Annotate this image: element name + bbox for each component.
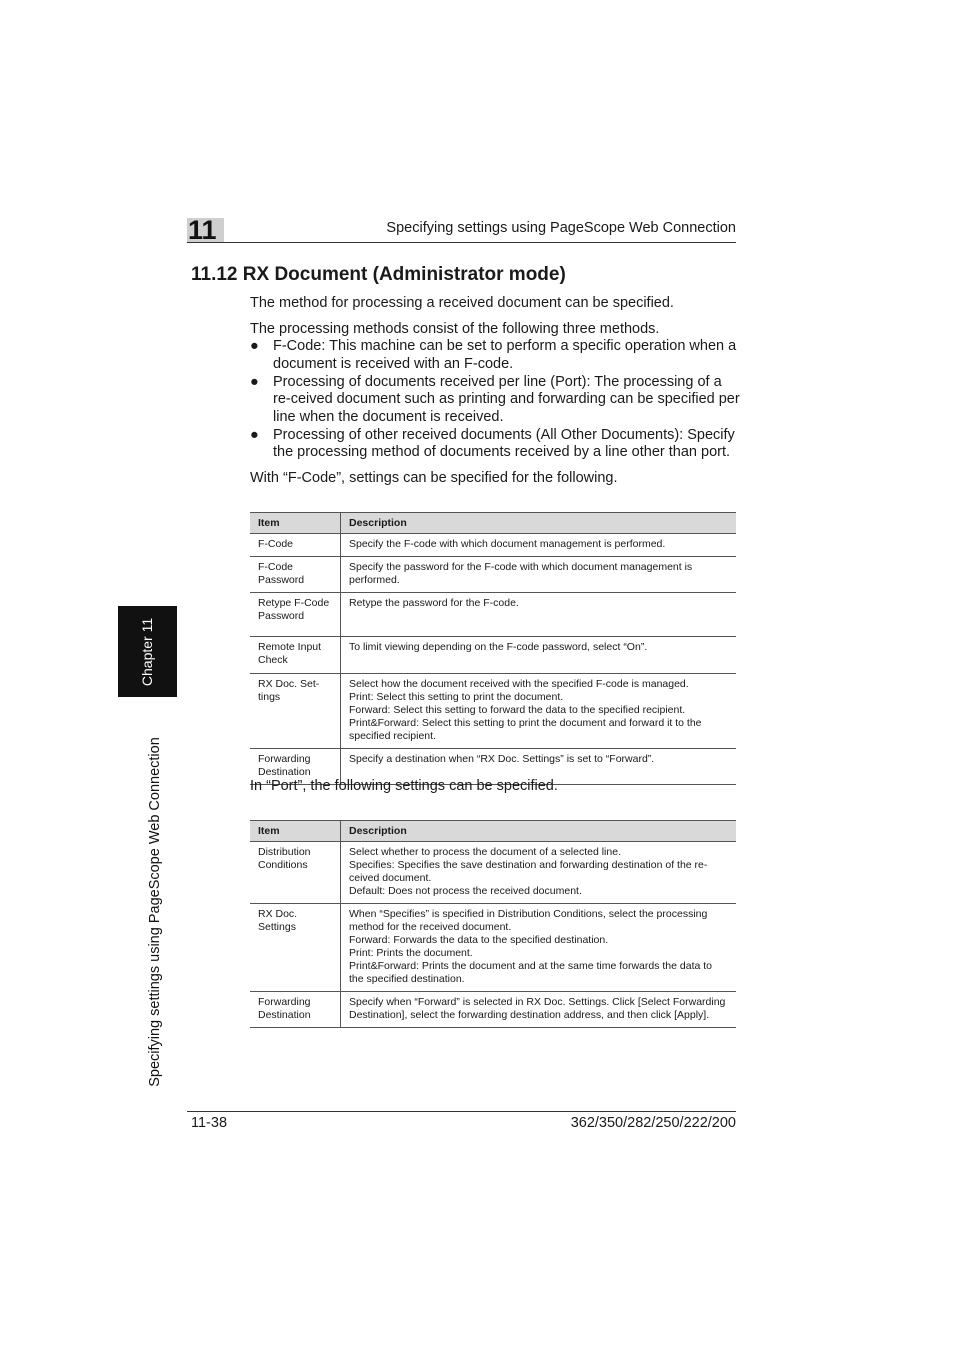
description-line: Specifies: Specifies the save destination and forwarding destination of the re-ceived document. (349, 859, 708, 884)
bullet-text: Processing of documents received per line (Port): The processing of a re-ceived document such as printing and forwarding can be specified per line when the document is received. (273, 373, 740, 425)
description-line: Specify the password for the F-code with which document management is performed. (349, 561, 693, 586)
side-caption: Specifying settings using PageScope Web Connection (147, 737, 164, 1087)
item-cell: Remote Input Check (250, 637, 341, 674)
description-cell (341, 674, 737, 749)
intro-paragraph: The method for processing a received document can be specified. (250, 295, 674, 311)
description-cell (341, 842, 737, 904)
description-line: Retype the password for the F-code. (349, 597, 519, 609)
methods-intro-paragraph: The processing methods consist of the following three methods. (250, 321, 660, 337)
port-intro-paragraph: In “Port”, the following settings can be specified. (250, 778, 558, 794)
item-cell: RX Doc. Settings (250, 904, 341, 992)
column-header-item: Item (250, 821, 341, 842)
bullet-icon: ● (250, 426, 259, 443)
table-row (250, 637, 736, 674)
section-heading: 11.12 RX Document (Administrator mode) (191, 264, 566, 285)
description-line: Print: Select this setting to print the document. (349, 691, 564, 703)
fcode-settings-table (250, 512, 736, 785)
description-cell (341, 637, 737, 674)
description-line: Forward: Forwards the data to the specified destination. (349, 934, 609, 946)
methods-bullet-list (250, 338, 740, 462)
item-cell: Retype F-Code Password (250, 593, 341, 637)
table-header-row (250, 513, 736, 534)
side-caption-wrap (120, 717, 190, 1107)
footer-divider (187, 1111, 736, 1112)
column-header-description: Description (341, 821, 737, 842)
bullet-text: Processing of other received documents (All Other Documents): Specify the processing method of documents received by a line other than port. (273, 426, 735, 460)
description-line: Select how the document received with the specified F-code is managed. (349, 678, 689, 690)
list-item (250, 338, 740, 373)
list-item (250, 427, 740, 462)
header-divider (187, 242, 736, 243)
description-line: Print: Prints the document. (349, 947, 473, 959)
table-row (250, 992, 736, 1028)
table-header-row (250, 821, 736, 842)
table-row (250, 593, 736, 637)
description-cell (341, 992, 737, 1028)
bullet-icon: ● (250, 373, 259, 390)
table-row (250, 904, 736, 992)
list-item (250, 374, 740, 427)
description-cell (341, 534, 737, 557)
description-line: Print&Forward: Prints the document and at the same time forwards the data to the specified destination. (349, 960, 713, 985)
description-cell (341, 593, 737, 637)
chapter-side-tab-label: Chapter 11 (139, 617, 156, 686)
description-line: Specify the F-code with which document management is performed. (349, 538, 666, 550)
description-line: When “Specifies” is specified in Distribution Conditions, select the processing method for the received document. (349, 908, 708, 933)
description-cell (341, 904, 737, 992)
table-row (250, 674, 736, 749)
description-line: Forward: Select this setting to forward the data to the specified recipient. (349, 704, 686, 716)
description-cell (341, 557, 737, 593)
description-line: To limit viewing depending on the F-code password, select “On”. (349, 641, 648, 653)
description-line: Specify a destination when “RX Doc. Settings” is set to “Forward”. (349, 753, 655, 765)
running-header-title: Specifying settings using PageScope Web Connection (386, 220, 736, 236)
column-header-item: Item (250, 513, 341, 534)
table-row (250, 557, 736, 593)
column-header-description: Description (341, 513, 737, 534)
port-settings-table (250, 820, 736, 1028)
table-row (250, 534, 736, 557)
fcode-intro-paragraph: With “F-Code”, settings can be specified for the following. (250, 470, 618, 486)
chapter-number-badge: 11 (187, 218, 224, 243)
item-cell: F-Code (250, 534, 341, 557)
description-line: Select whether to process the document of a selected line. (349, 846, 621, 858)
item-cell: Forwarding Destination (250, 749, 341, 785)
description-line: Specify when “Forward” is selected in RX Doc. Settings. Click [Select Forwarding Destination], select the forwarding destination address, and then click [Apply]. (349, 996, 726, 1021)
item-cell: RX Doc. Set-tings (250, 674, 341, 749)
page-number: 11-38 (191, 1115, 228, 1131)
chapter-side-tab-label-wrap (118, 606, 177, 697)
item-cell: Distribution Conditions (250, 842, 341, 904)
bullet-icon: ● (250, 338, 259, 354)
description-line: Print&Forward: Select this setting to print the document and forward it to the specified recipient. (349, 717, 702, 742)
item-cell: F-Code Password (250, 557, 341, 593)
bullet-text: F-Code: This machine can be set to perform a specific operation when a document is received with an F-code. (273, 338, 737, 372)
table-row (250, 842, 736, 904)
model-numbers: 362/350/282/250/222/200 (570, 1115, 736, 1131)
item-cell: Forwarding Destination (250, 992, 341, 1028)
description-line: Default: Does not process the received document. (349, 885, 582, 897)
